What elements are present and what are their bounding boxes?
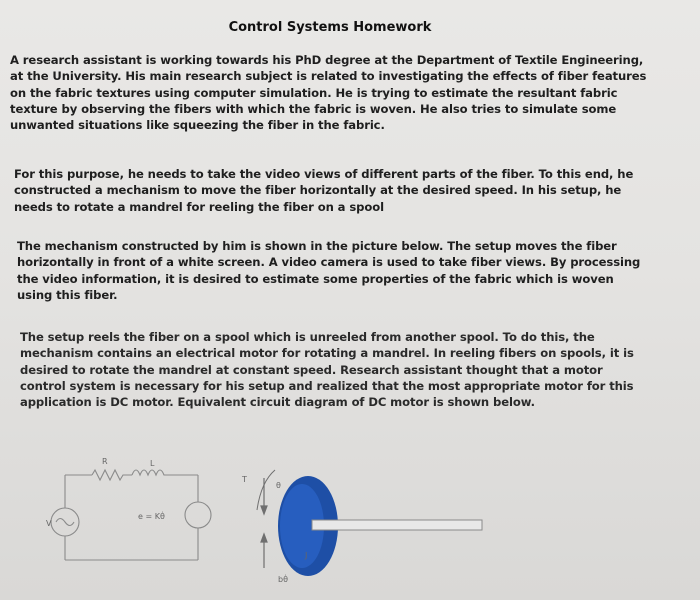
angle-label: θ (276, 481, 281, 490)
torque-label: T (242, 475, 247, 484)
angle-arc (257, 470, 275, 510)
paragraph-4: The setup reels the fiber on a spool which is unreeled from another spool. To do this, the mechanism contains an electrical motor for rotating a mandrel. In reeling fibers on spools, it is desired to rotate the mandrel at constant speed. Research assistant thought that a motor control system is necessary for his setup and realized that the most appropriate motor for this application is DC motor. Equivalent circuit diagram of DC motor is shown below. (20, 330, 634, 410)
rotation-arrows (261, 478, 267, 568)
back-emf-symbol (185, 502, 211, 528)
resistor-label: R (102, 457, 108, 466)
inductor-symbol (132, 470, 168, 475)
paragraph-1: A research assistant is working towards his PhD degree at the Department of Textile Engineering, at the University. His main research subject is related to investigating the effects of fiber features on the fabric textures using computer simulation. He is trying to estimate the resultant fabric texture by observing the fibers with which the fabric is woven. He also tries to simulate some unwanted situations like squeezing the fiber in the fabric. (10, 53, 647, 133)
resistor-symbol (92, 470, 132, 480)
circuit-wires (65, 475, 198, 560)
page-title: Control Systems Homework (228, 20, 432, 35)
sine-wave-icon (56, 519, 74, 526)
back-emf-label: e = Kθ̇ (138, 512, 165, 521)
paragraph-3: The mechanism constructed by him is shown in the picture below. The setup moves the fiber horizontally in front of a white screen. A video camera is used to take fiber views. By processing the video information, it is desired to estimate some properties of the fabric which is woven using this fiber. (17, 239, 641, 302)
dc-motor-diagram (46, 450, 570, 590)
inertia-label: J (305, 551, 308, 560)
source-label: V (46, 519, 52, 528)
paragraph-2: For this purpose, he needs to take the video views of different parts of the fiber. To this end, he constructed a mechanism to move the fiber horizontally at the desired speed. In his setup, he needs to rotate a mandrel for reeling the fiber on a spool (14, 167, 634, 214)
motor-shaft (312, 520, 482, 530)
friction-label: bθ̇ (278, 575, 288, 584)
inductor-label: L (150, 459, 155, 468)
